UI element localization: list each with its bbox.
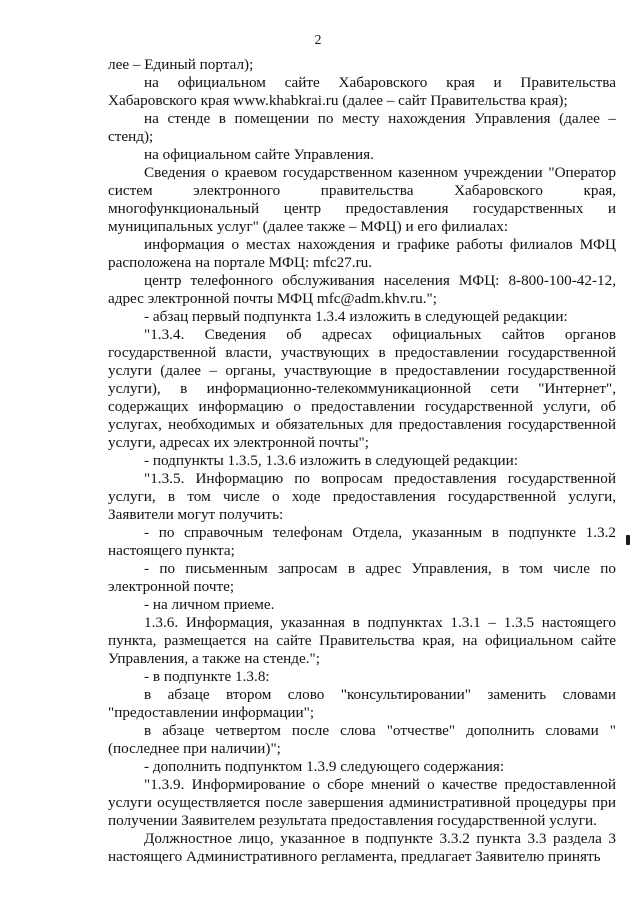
paragraph: "1.3.9. Информирование о сборе мнений о качестве предоставленной услуги осуществляется после завершения административной процедуры при получении Заявителем результата предоставления государственной услуги.	[108, 776, 616, 829]
paragraph: лее – Единый портал);	[108, 56, 254, 73]
paragraph: - подпункты 1.3.5, 1.3.6 изложить в следующей редакции:	[144, 452, 519, 469]
paragraph: на стенде в помещении по месту нахождения Управления (далее – стенд);	[108, 110, 616, 145]
paragraph: - дополнить подпунктом 1.3.9 следующего содержания:	[144, 758, 505, 775]
paragraph: - в подпункте 1.3.8:	[144, 668, 270, 685]
paragraph: в абзаце четвертом после слова "отчестве" дополнить словами "(последнее при наличии)";	[108, 722, 616, 757]
paragraph: - абзац первый подпункта 1.3.4 изложить в следующей редакции:	[144, 308, 568, 325]
page-number: 2	[314, 33, 322, 48]
paragraph: Сведения о краевом государственном казенном учреждении "Оператор систем электронного правительства Хабаровского края, многофункциональный центр предоставления государственных и муниципальных услуг" (далее также – МФЦ) и его филиалах:	[108, 164, 616, 235]
paragraph: Должностное лицо, указанное в подпункте 3.3.2 пункта 3.3 раздела 3 настоящего Административного регламента, предлагает Заявителю принять	[108, 830, 616, 865]
paragraph: - по письменным запросам в адрес Управления, в том числе по электронной почте;	[108, 560, 616, 595]
paragraph: - по справочным телефонам Отдела, указанным в подпункте 1.3.2 настоящего пункта;	[108, 524, 616, 559]
paragraph: "1.3.4. Сведения об адресах официальных сайтов органов государственной власти, участвующих в предоставлении государственной услуги (далее – органы, участвующие в предоставлении государственной услуги), в информационно-телекоммуникационной сети "Интернет", содержащих информацию о предоставлении государственной услуги, об услугах, необходимых и обязательных для предоставления государственной услуги, адресах их электронной почты";	[108, 326, 616, 451]
paragraph: "1.3.5. Информацию по вопросам предоставления государственной услуги, в том числе о ходе предоставления государственной услуги, Заявители могут получить:	[108, 470, 616, 523]
document-body	[108, 56, 616, 866]
paragraph: - на личном приеме.	[144, 596, 275, 613]
paragraph: 1.3.6. Информация, указанная в подпунктах 1.3.1 – 1.3.5 настоящего пункта, размещается на сайте Правительства края, на официальном сайте Управления, а также на стенде.";	[108, 614, 616, 667]
paragraph: центр телефонного обслуживания населения МФЦ: 8-800-100-42-12, адрес электронной почты МФЦ mfc@adm.khv.ru.";	[108, 272, 616, 307]
paragraph: в абзаце втором слово "консультировании" заменить словами "предоставлении информации";	[108, 686, 616, 721]
margin-mark	[626, 535, 630, 545]
paragraph: на официальном сайте Хабаровского края и Правительства Хабаровского края www.khabkrai.ru (далее – сайт Правительства края);	[108, 74, 616, 109]
paragraph: на официальном сайте Управления.	[144, 146, 374, 163]
paragraph: информация о местах нахождения и графике работы филиалов МФЦ расположена на портале МФЦ: mfc27.ru.	[108, 236, 616, 271]
